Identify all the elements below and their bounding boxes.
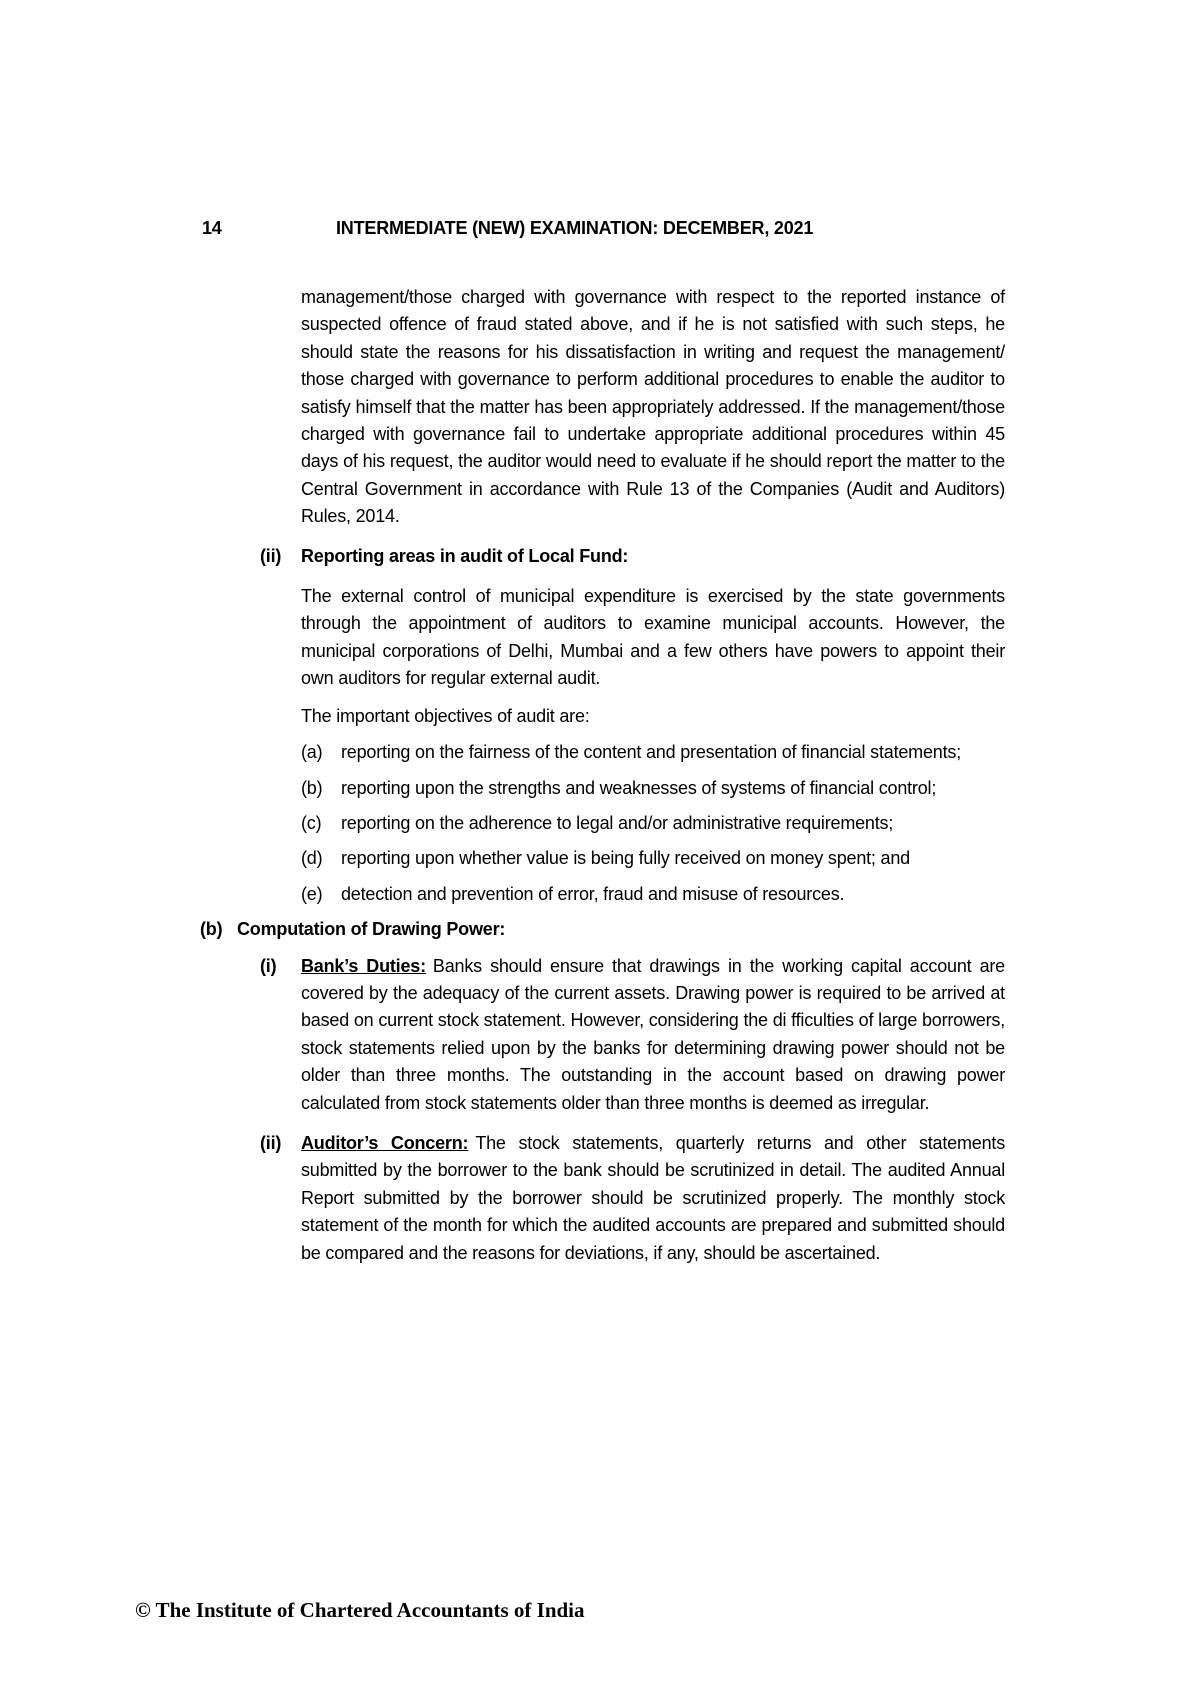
auditor-concern-text: The stock statements, quarterly returns and other statements submitted by the borrower to the bank should be scrutinized in detail. The audited Annual Report submitted by the borrower should be scrutinized properly. The monthly stock statement of the month for which the audited accounts are prepared and submitted should be compared and the reasons for deviations, if any, should be ascertained. bbox=[301, 1132, 1005, 1263]
objective-d-text: reporting upon whether value is being fully received on money spent; and bbox=[341, 848, 910, 869]
auditor-concern-lead: Auditor’s Concern: bbox=[301, 1132, 469, 1153]
item-b-heading: Computation of Drawing Power: bbox=[237, 919, 506, 940]
header-title: INTERMEDIATE (NEW) EXAMINATION: DECEMBER, 2021 bbox=[336, 218, 814, 238]
objectives-intro: The important objectives of audit are: bbox=[301, 705, 590, 726]
objective-a-label: (a) bbox=[301, 742, 323, 763]
objective-e-label: (e) bbox=[301, 883, 323, 904]
objective-d-label: (d) bbox=[301, 848, 323, 869]
objective-a-text: reporting on the fairness of the content and presentation of financial statements; bbox=[341, 742, 961, 763]
sub-item-ii-label: (ii) bbox=[260, 1132, 282, 1153]
local-fund-paragraph: The external control of municipal expenditure is exercised by the state governments through the appointment of auditors to examine municipal accounts. However, the municipal corporations of Delhi, Mumbai and a few others have powers to appoint their own auditors for regular external audit. bbox=[301, 586, 1005, 689]
bank-duties-lead: Bank’s Duties: bbox=[301, 955, 426, 976]
bank-duties-paragraph bbox=[301, 953, 1005, 1117]
sub-item-auditor-concern bbox=[260, 1130, 1005, 1267]
bank-duties-text: Banks should ensure that drawings in the working capital account are covered by the adequacy of the current assets. Drawing power is required to be arrived at based on current stock statement. However, considering the di fficulties of large borrowers, stock statements relied upon by the banks for determining drawing power should not be older than three months. The outstanding in the account based on drawing power calculated from stock statements older than three months is deemed as irregular. bbox=[301, 955, 1005, 1113]
objective-item-c bbox=[301, 810, 1005, 837]
objective-c-text: reporting on the adherence to legal and/or administrative requirements; bbox=[341, 812, 894, 833]
page-header bbox=[0, 218, 1191, 246]
item-b-label: (b) bbox=[200, 919, 223, 940]
footer-copyright: © The Institute of Chartered Accountants of India bbox=[135, 1598, 585, 1622]
item-b-heading-row bbox=[200, 916, 1005, 943]
page-content bbox=[200, 284, 1005, 1280]
sub-item-bank-duties bbox=[260, 953, 1005, 1117]
objective-item-b bbox=[301, 775, 1005, 802]
objective-item-a bbox=[301, 739, 1005, 766]
item-ii-label: (ii) bbox=[260, 545, 282, 566]
objective-item-e bbox=[301, 881, 1005, 908]
objective-c-label: (c) bbox=[301, 812, 322, 833]
auditor-concern-paragraph bbox=[301, 1130, 1005, 1267]
objective-item-d bbox=[301, 845, 1005, 872]
intro-paragraph: management/those charged with governance with respect to the reported instance of suspected offence of fraud stated above, and if he is not satisfied with such steps, he should state the reasons for his dissatisfaction in writing and request the management/ those charged with governance to perform additional procedures to enable the auditor to satisfy himself that the matter has been appropriately addressed. If the management/those charged with governance fail to undertake appropriate additional procedures within 45 days of his request, the auditor would need to evaluate if he should report the matter to the Central Government in accordance with Rule 13 of the Companies (Audit and Auditors) Rules, 2014. bbox=[301, 287, 1005, 527]
item-ii-heading: Reporting areas in audit of Local Fund: bbox=[301, 545, 629, 566]
objective-e-text: detection and prevention of error, fraud and misuse of resources. bbox=[341, 883, 845, 904]
item-ii-heading-row bbox=[260, 543, 1005, 570]
page-number: 14 bbox=[202, 218, 222, 238]
objective-b-label: (b) bbox=[301, 777, 323, 798]
objective-b-text: reporting upon the strengths and weaknesses of systems of financial control; bbox=[341, 777, 937, 798]
sub-item-i-label: (i) bbox=[260, 955, 277, 976]
